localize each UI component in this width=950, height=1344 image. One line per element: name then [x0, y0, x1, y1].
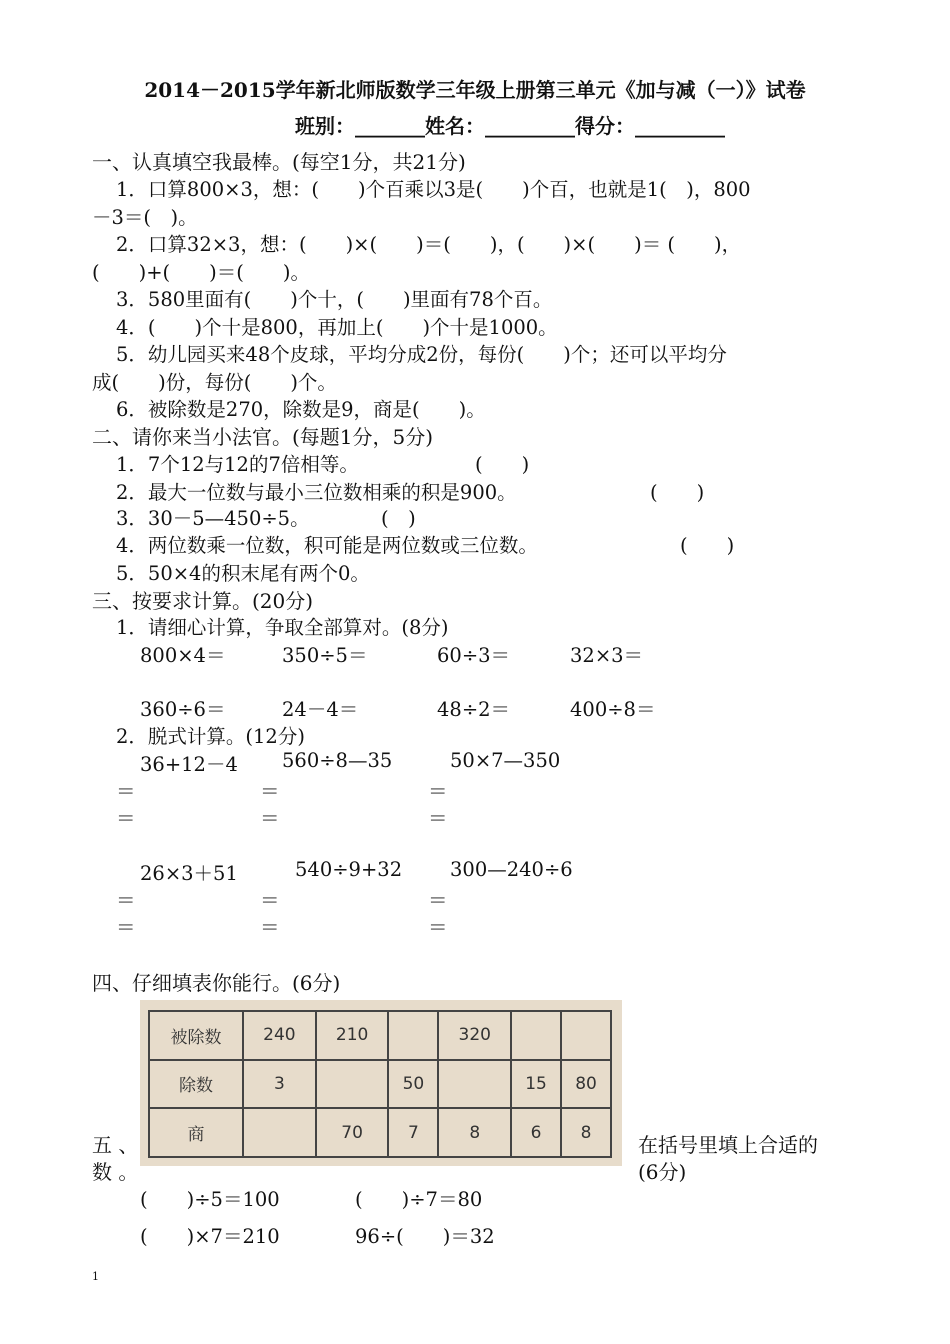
equals-sign: ＝ — [116, 780, 136, 803]
section-3-heading: 三、按要求计算。(20分) — [92, 589, 314, 613]
s1-line-2b: ( )+( )＝( )。 — [92, 261, 310, 284]
equals-sign: ＝ — [260, 889, 280, 912]
equals-sign: ＝ — [428, 780, 448, 803]
calc-item: 350÷5＝ — [282, 644, 368, 667]
table-cell — [511, 1011, 561, 1060]
table-cell — [561, 1011, 611, 1060]
step-expression: 36+12－4 — [140, 753, 238, 776]
step-expression: 300—240÷6 — [450, 858, 573, 881]
equals-sign: ＝ — [116, 889, 136, 912]
fill-blank-item: ( )÷7＝80 — [355, 1188, 483, 1211]
section-1-heading: 一、认真填空我最棒。(每空1分，共21分) — [92, 150, 466, 174]
s1-line-1b: －3＝( )。 — [92, 206, 198, 229]
table-cell: 7 — [388, 1108, 438, 1157]
s1-line-6: 6．被除数是270，除数是9，商是( )。 — [116, 398, 486, 421]
section-5-heading-left: 五 、 — [92, 1133, 139, 1157]
table-cell: 商 — [149, 1108, 243, 1157]
fill-blank-item: ( )÷5＝100 — [140, 1188, 280, 1211]
calc-part-1-heading: 1．请细心计算，争取全部算对。(8分) — [116, 616, 449, 639]
table-cell — [243, 1108, 316, 1157]
equals-sign: ＝ — [260, 780, 280, 803]
equals-sign: ＝ — [116, 807, 136, 830]
table-cell: 15 — [511, 1060, 561, 1109]
table-cell: 3 — [243, 1060, 316, 1109]
equals-sign: ＝ — [428, 889, 448, 912]
calc-item: 48÷2＝ — [437, 698, 511, 721]
table-cell: 被除数 — [149, 1011, 243, 1060]
judge-q1: 1．7个12与12的7倍相等。 — [116, 453, 359, 476]
table-cell: 除数 — [149, 1060, 243, 1109]
section-5-heading-left-2: 数 。 — [92, 1160, 139, 1184]
section-5-heading-right: 在括号里填上合适的 — [638, 1133, 818, 1157]
table-row — [149, 1011, 611, 1060]
judge-q5: 5．50×4的积末尾有两个0。 — [116, 562, 370, 585]
table-cell: 80 — [561, 1060, 611, 1109]
judge-q2: 2．最大一位数与最小三位数相乘的积是900。 — [116, 481, 517, 504]
page-number: 1 — [92, 1270, 99, 1283]
section-2-heading: 二、请你来当小法官。(每题1分，5分) — [92, 425, 434, 449]
judge-q2-answer: ( ) — [650, 481, 705, 504]
equals-sign: ＝ — [260, 916, 280, 939]
s1-line-2a: 2．口算32×3，想：( )×( )＝( )，( )×( )＝ ( )， — [116, 233, 742, 256]
calc-item: 800×4＝ — [140, 644, 226, 667]
table-cell: 70 — [316, 1108, 389, 1157]
division-table — [148, 1010, 612, 1158]
table-cell: 6 — [511, 1108, 561, 1157]
step-expression: 26×3＋51 — [140, 862, 238, 885]
judge-q4: 4．两位数乘一位数，积可能是两位数或三位数。 — [116, 534, 538, 557]
calc-part-2-heading: 2．脱式计算。(12分) — [116, 725, 305, 748]
table-cell: 210 — [316, 1011, 389, 1060]
table-cell: 50 — [388, 1060, 438, 1109]
table-row — [149, 1060, 611, 1109]
section-5-heading-right-2: (6分) — [638, 1160, 687, 1184]
step-expression: 50×7—350 — [450, 749, 561, 772]
s1-line-4: 4．( )个十是800，再加上( )个十是1000。 — [116, 316, 558, 339]
calc-item: 32×3＝ — [570, 644, 644, 667]
step-expression: 560÷8—35 — [282, 749, 393, 772]
table-cell: 8 — [561, 1108, 611, 1157]
page-title: 2014－2015学年新北师版数学三年级上册第三单元《加与减（一）》试卷 — [144, 78, 806, 102]
equals-sign: ＝ — [260, 807, 280, 830]
s1-line-5b: 成( )份，每份( )个。 — [92, 371, 337, 394]
table-cell: 8 — [438, 1108, 511, 1157]
table-cell: 240 — [243, 1011, 316, 1060]
equals-sign: ＝ — [428, 916, 448, 939]
table-row — [149, 1108, 611, 1157]
section-4-heading: 四、仔细填表你能行。(6分) — [92, 971, 341, 995]
calc-item: 60÷3＝ — [437, 644, 511, 667]
s1-line-5a: 5．幼儿园买来48个皮球，平均分成2份，每份( )个；还可以平均分 — [116, 343, 727, 366]
table-cell — [388, 1011, 438, 1060]
equals-sign: ＝ — [428, 807, 448, 830]
calc-item: 400÷8＝ — [570, 698, 656, 721]
calc-item: 360÷6＝ — [140, 698, 226, 721]
judge-q3-answer: ( ) — [381, 507, 416, 530]
s1-line-1a: 1．口算800×3，想：( )个百乘以3是( )个百，也就是1( )，800 — [116, 178, 751, 201]
fill-blank-item: ( )×7＝210 — [140, 1225, 280, 1248]
judge-q3: 3．30－5—450÷5。 — [116, 507, 310, 530]
table-cell: 320 — [438, 1011, 511, 1060]
table-cell — [438, 1060, 511, 1109]
calc-item: 24－4＝ — [282, 698, 359, 721]
step-expression: 540÷9+32 — [295, 858, 403, 881]
judge-q1-answer: ( ) — [475, 453, 530, 476]
s1-line-3: 3．580里面有( )个十，( )里面有78个百。 — [116, 288, 553, 311]
division-table-image — [140, 1000, 622, 1166]
fill-blank-item: 96÷( )＝32 — [355, 1225, 495, 1248]
judge-q4-answer: ( ) — [680, 534, 735, 557]
equals-sign: ＝ — [116, 916, 136, 939]
student-info-line: 班别：_______姓名：_________得分：_________ — [295, 114, 725, 138]
table-cell — [316, 1060, 389, 1109]
